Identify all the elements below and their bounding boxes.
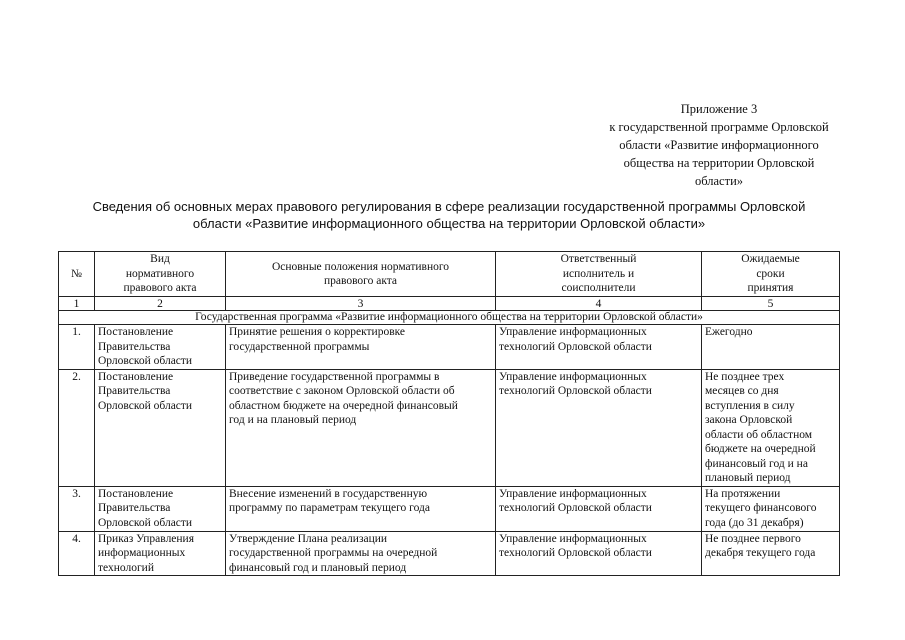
header-term-line: Ожидаемые (741, 253, 800, 266)
cell-line: плановый период (705, 472, 791, 484)
cell-line: государственной программы на очередной (229, 547, 438, 559)
cell-line: соответствие с законом Орловской области об (229, 385, 455, 397)
act-type-cell (95, 325, 226, 370)
table-row (59, 531, 840, 576)
header-num-text: № (71, 267, 82, 280)
table-row (59, 369, 840, 486)
cell-line: технологий Орловской области (499, 547, 652, 559)
column-number: 5 (702, 297, 840, 311)
column-number: 4 (496, 297, 702, 311)
cell-line: Орловской области (98, 399, 193, 412)
column-number: 2 (95, 297, 226, 311)
act-type-cell (95, 369, 226, 486)
table-row (59, 325, 840, 370)
cell-line: Принятие решения о корректировке (229, 326, 406, 338)
header-term-line: сроки (756, 267, 785, 280)
cell-line: областном бюджете на очередной финансовый (229, 399, 458, 412)
header-main-line: Основные положения нормативного (271, 260, 450, 273)
appendix-line: области» (694, 174, 744, 188)
cell-line: финансовый год и плановый период (229, 561, 407, 574)
cell-line: закона Орловской (705, 414, 793, 426)
cell-line: Управление информационных (499, 370, 647, 383)
executor-cell (496, 369, 702, 486)
main-provisions-cell (226, 325, 496, 370)
cell-line: год и на плановый период (229, 414, 357, 426)
cell-line: Не позднее трех (705, 370, 785, 383)
document-title (54, 198, 844, 232)
term-cell (702, 531, 840, 576)
header-term (702, 252, 840, 297)
program-title: Государственная программа «Развитие информационного общества на территории Орловской области» (59, 311, 840, 325)
cell-line: Ежегодно (705, 326, 753, 338)
header-main-provisions (226, 252, 496, 297)
header-num (59, 252, 95, 297)
cell-line: области об областном (705, 428, 813, 441)
cell-line: технологий (98, 561, 154, 574)
header-act-type (95, 252, 226, 297)
term-cell (702, 486, 840, 531)
row-number: 4. (59, 531, 95, 576)
cell-line: Постановление (98, 370, 174, 383)
cell-line: Орловской области (98, 355, 193, 367)
header-executor (496, 252, 702, 297)
column-number: 3 (226, 297, 496, 311)
cell-line: технологий Орловской области (499, 340, 652, 353)
term-cell (702, 325, 840, 370)
term-cell (702, 369, 840, 486)
cell-line: бюджете на очередной (705, 443, 816, 455)
appendix-line: общества на территории Орловской (623, 156, 815, 170)
row-number: 1. (59, 325, 95, 370)
main-provisions-cell (226, 369, 496, 486)
cell-line: Приказ Управления (98, 532, 195, 545)
cell-line: Правительства (98, 340, 171, 353)
cell-line: Утверждение Плана реализации (229, 532, 388, 545)
cell-line: Правительства (98, 502, 171, 514)
header-act-type-line: нормативного (125, 267, 195, 280)
header-act-type-line: Вид (150, 253, 170, 266)
cell-line: технологий Орловской области (499, 385, 652, 397)
cell-line: декабря текущего года (705, 547, 816, 559)
header-executor-line: исполнитель и (562, 267, 635, 280)
cell-line: Не позднее первого (705, 532, 801, 545)
title-line: Сведения об основных мерах правового регулирования в сфере реализации государственной программы Орловской (92, 199, 806, 214)
executor-cell (496, 325, 702, 370)
header-term-line: принятия (747, 282, 794, 295)
appendix-line: Приложение 3 (680, 102, 758, 116)
cell-line: Приведение государственной программы в (229, 370, 440, 383)
measures-table (58, 251, 840, 576)
cell-line: месяцев со дня (705, 385, 779, 397)
column-number: 1 (59, 297, 95, 311)
header-act-type-line: правового акта (123, 282, 197, 295)
cell-line: года (до 31 декабря) (705, 516, 804, 529)
row-number: 3. (59, 486, 95, 531)
cell-line: Постановление (98, 326, 174, 338)
act-type-cell (95, 531, 226, 576)
cell-line: Управление информационных (499, 487, 647, 500)
cell-line: текущего финансового (705, 502, 817, 514)
cell-line: На протяжении (705, 487, 781, 500)
appendix-line: к государственной программе Орловской (609, 120, 829, 134)
cell-line: Орловской области (98, 516, 193, 529)
appendix-line: области «Развитие информационного (619, 138, 819, 152)
cell-line: информационных (98, 547, 186, 559)
cell-line: Внесение изменений в государственную (229, 487, 428, 500)
appendix-note (566, 100, 872, 190)
cell-line: финансовый год и на (705, 457, 808, 470)
header-executor-line: Ответственный (560, 253, 637, 266)
executor-cell (496, 486, 702, 531)
title-line: области «Развитие информационного общества на территории Орловской области» (192, 216, 706, 231)
table-header-row (59, 252, 840, 297)
cell-line: Правительства (98, 385, 171, 397)
cell-line: государственной программы (229, 340, 370, 353)
header-executor-line: соисполнители (561, 282, 636, 295)
executor-cell (496, 531, 702, 576)
row-number: 2. (59, 369, 95, 486)
act-type-cell (95, 486, 226, 531)
main-provisions-cell (226, 531, 496, 576)
header-main-line: правового акта (323, 275, 398, 287)
program-title-row (59, 311, 840, 325)
cell-line: Постановление (98, 487, 174, 500)
cell-line: технологий Орловской области (499, 502, 652, 514)
cell-line: Управление информационных (499, 326, 647, 338)
cell-line: программу по параметрам текущего года (229, 502, 430, 514)
cell-line: вступления в силу (705, 399, 795, 412)
column-number-row (59, 297, 840, 311)
table-row (59, 486, 840, 531)
cell-line: Управление информационных (499, 532, 647, 545)
main-provisions-cell (226, 486, 496, 531)
